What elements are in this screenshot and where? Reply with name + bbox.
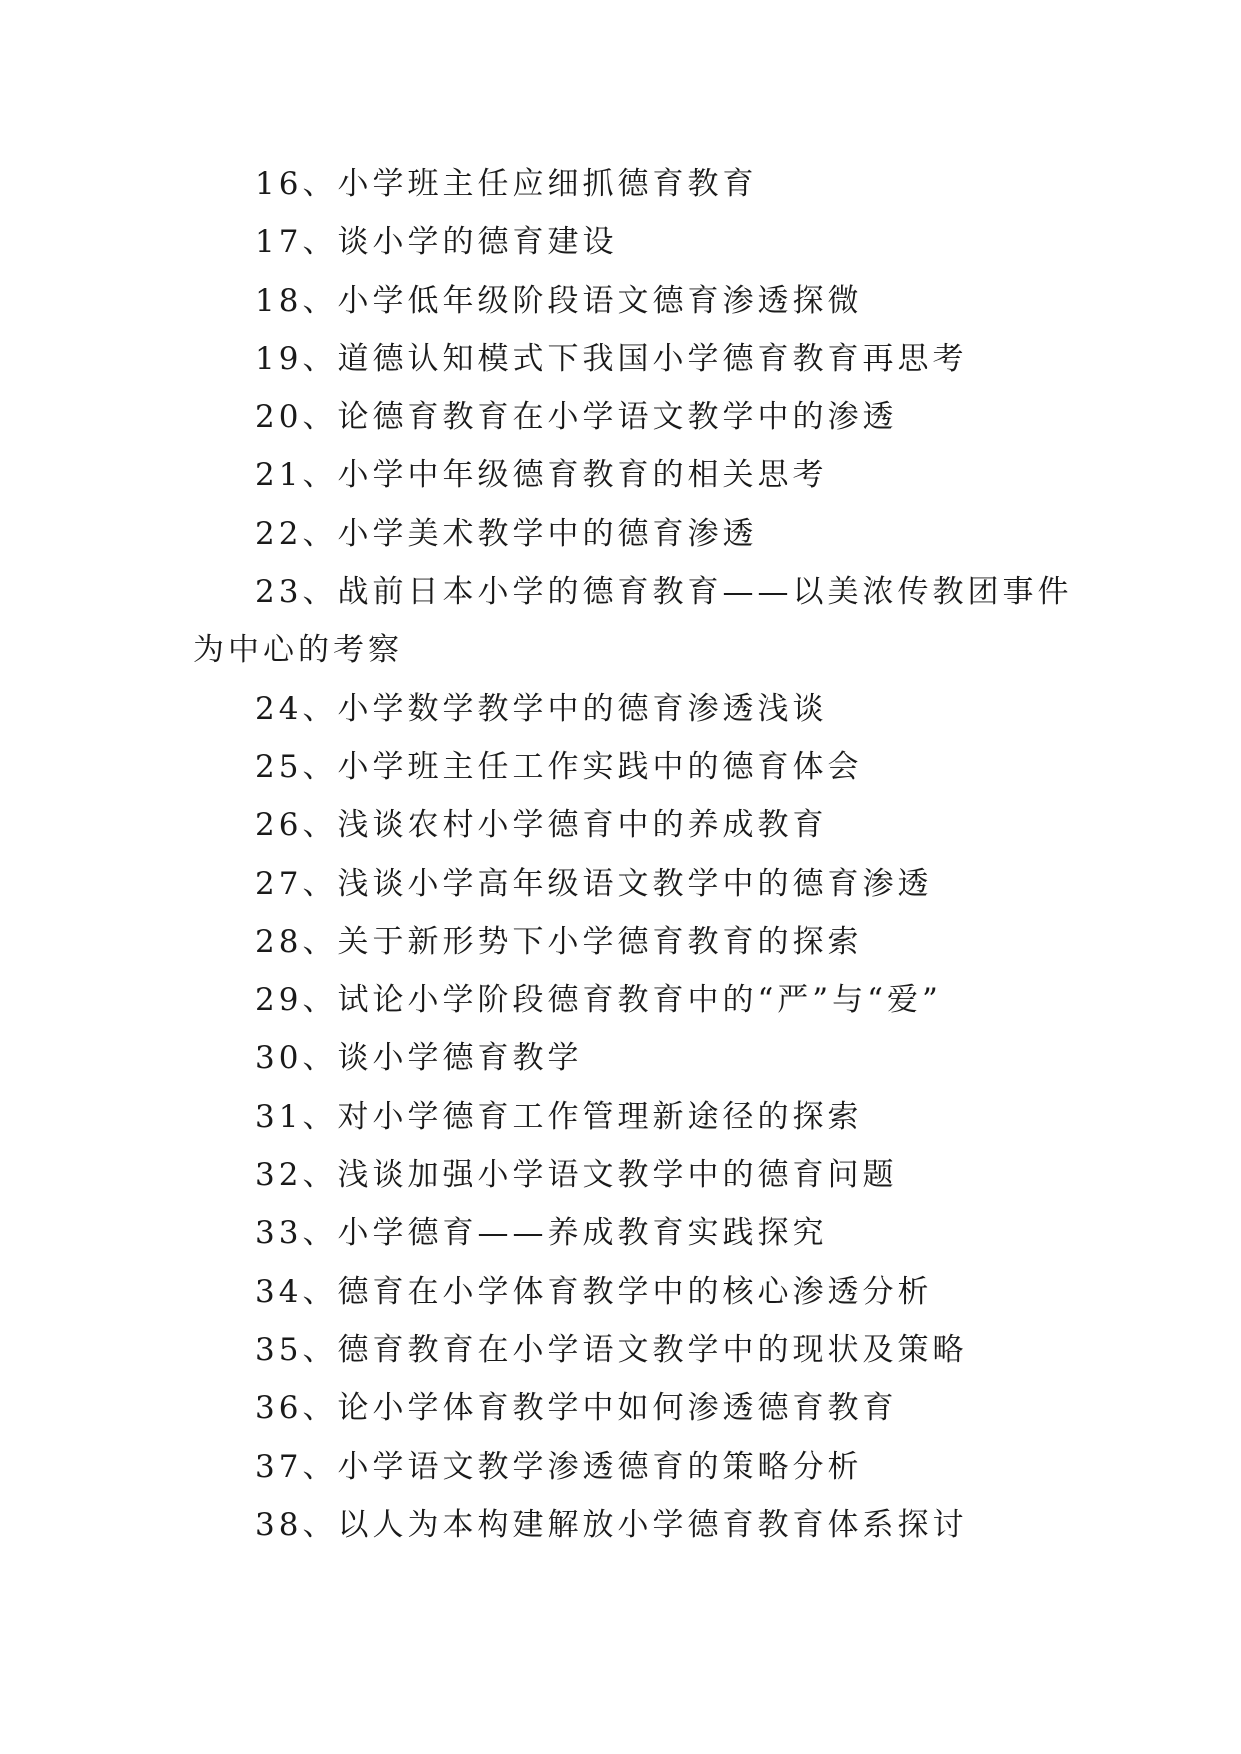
list-item: 38、以人为本构建解放小学德育教育体系探讨 [255, 1506, 968, 1543]
list-item: 30、谈小学德育教学 [255, 1040, 583, 1077]
list-item: 34、德育在小学体育教学中的核心渗透分析 [255, 1273, 933, 1310]
list-item: 37、小学语文教学渗透德育的策略分析 [255, 1448, 863, 1485]
list-item: 28、关于新形势下小学德育教育的探索 [255, 923, 863, 960]
list-item: 32、浅谈加强小学语文教学中的德育问题 [255, 1157, 898, 1194]
list-item: 26、浅谈农村小学德育中的养成教育 [255, 807, 828, 844]
list-item: 27、浅谈小学高年级语文教学中的德育渗透 [255, 865, 933, 902]
list-item: 18、小学低年级阶段语文德育渗透探微 [255, 282, 863, 319]
list-item: 25、小学班主任工作实践中的德育体会 [255, 748, 863, 785]
list-item: 20、论德育教育在小学语文教学中的渗透 [255, 399, 898, 436]
list-item: 16、小学班主任应细抓德育教育 [255, 166, 758, 202]
title-list [193, 155, 1073, 1554]
list-item: 21、小学中年级德育教育的相关思考 [255, 457, 828, 494]
list-item: 35、德育教育在小学语文教学中的现状及策略 [255, 1331, 968, 1368]
list-item: 24、小学数学教学中的德育渗透浅谈 [255, 690, 828, 727]
list-item: 23、战前日本小学的德育教育——以美浓传教团事件为中心的考察 [193, 574, 1073, 669]
list-item: 29、试论小学阶段德育教育中的“严”与“爱” [255, 982, 942, 1019]
list-item: 19、道德认知模式下我国小学德育教育再思考 [255, 340, 968, 377]
list-item: 33、小学德育——养成教育实践探究 [255, 1215, 828, 1252]
list-item: 31、对小学德育工作管理新途径的探索 [255, 1098, 863, 1135]
list-item: 17、谈小学的德育建设 [255, 224, 618, 261]
list-item: 36、论小学体育教学中如何渗透德育教育 [255, 1390, 898, 1427]
list-item: 22、小学美术教学中的德育渗透 [255, 515, 758, 552]
